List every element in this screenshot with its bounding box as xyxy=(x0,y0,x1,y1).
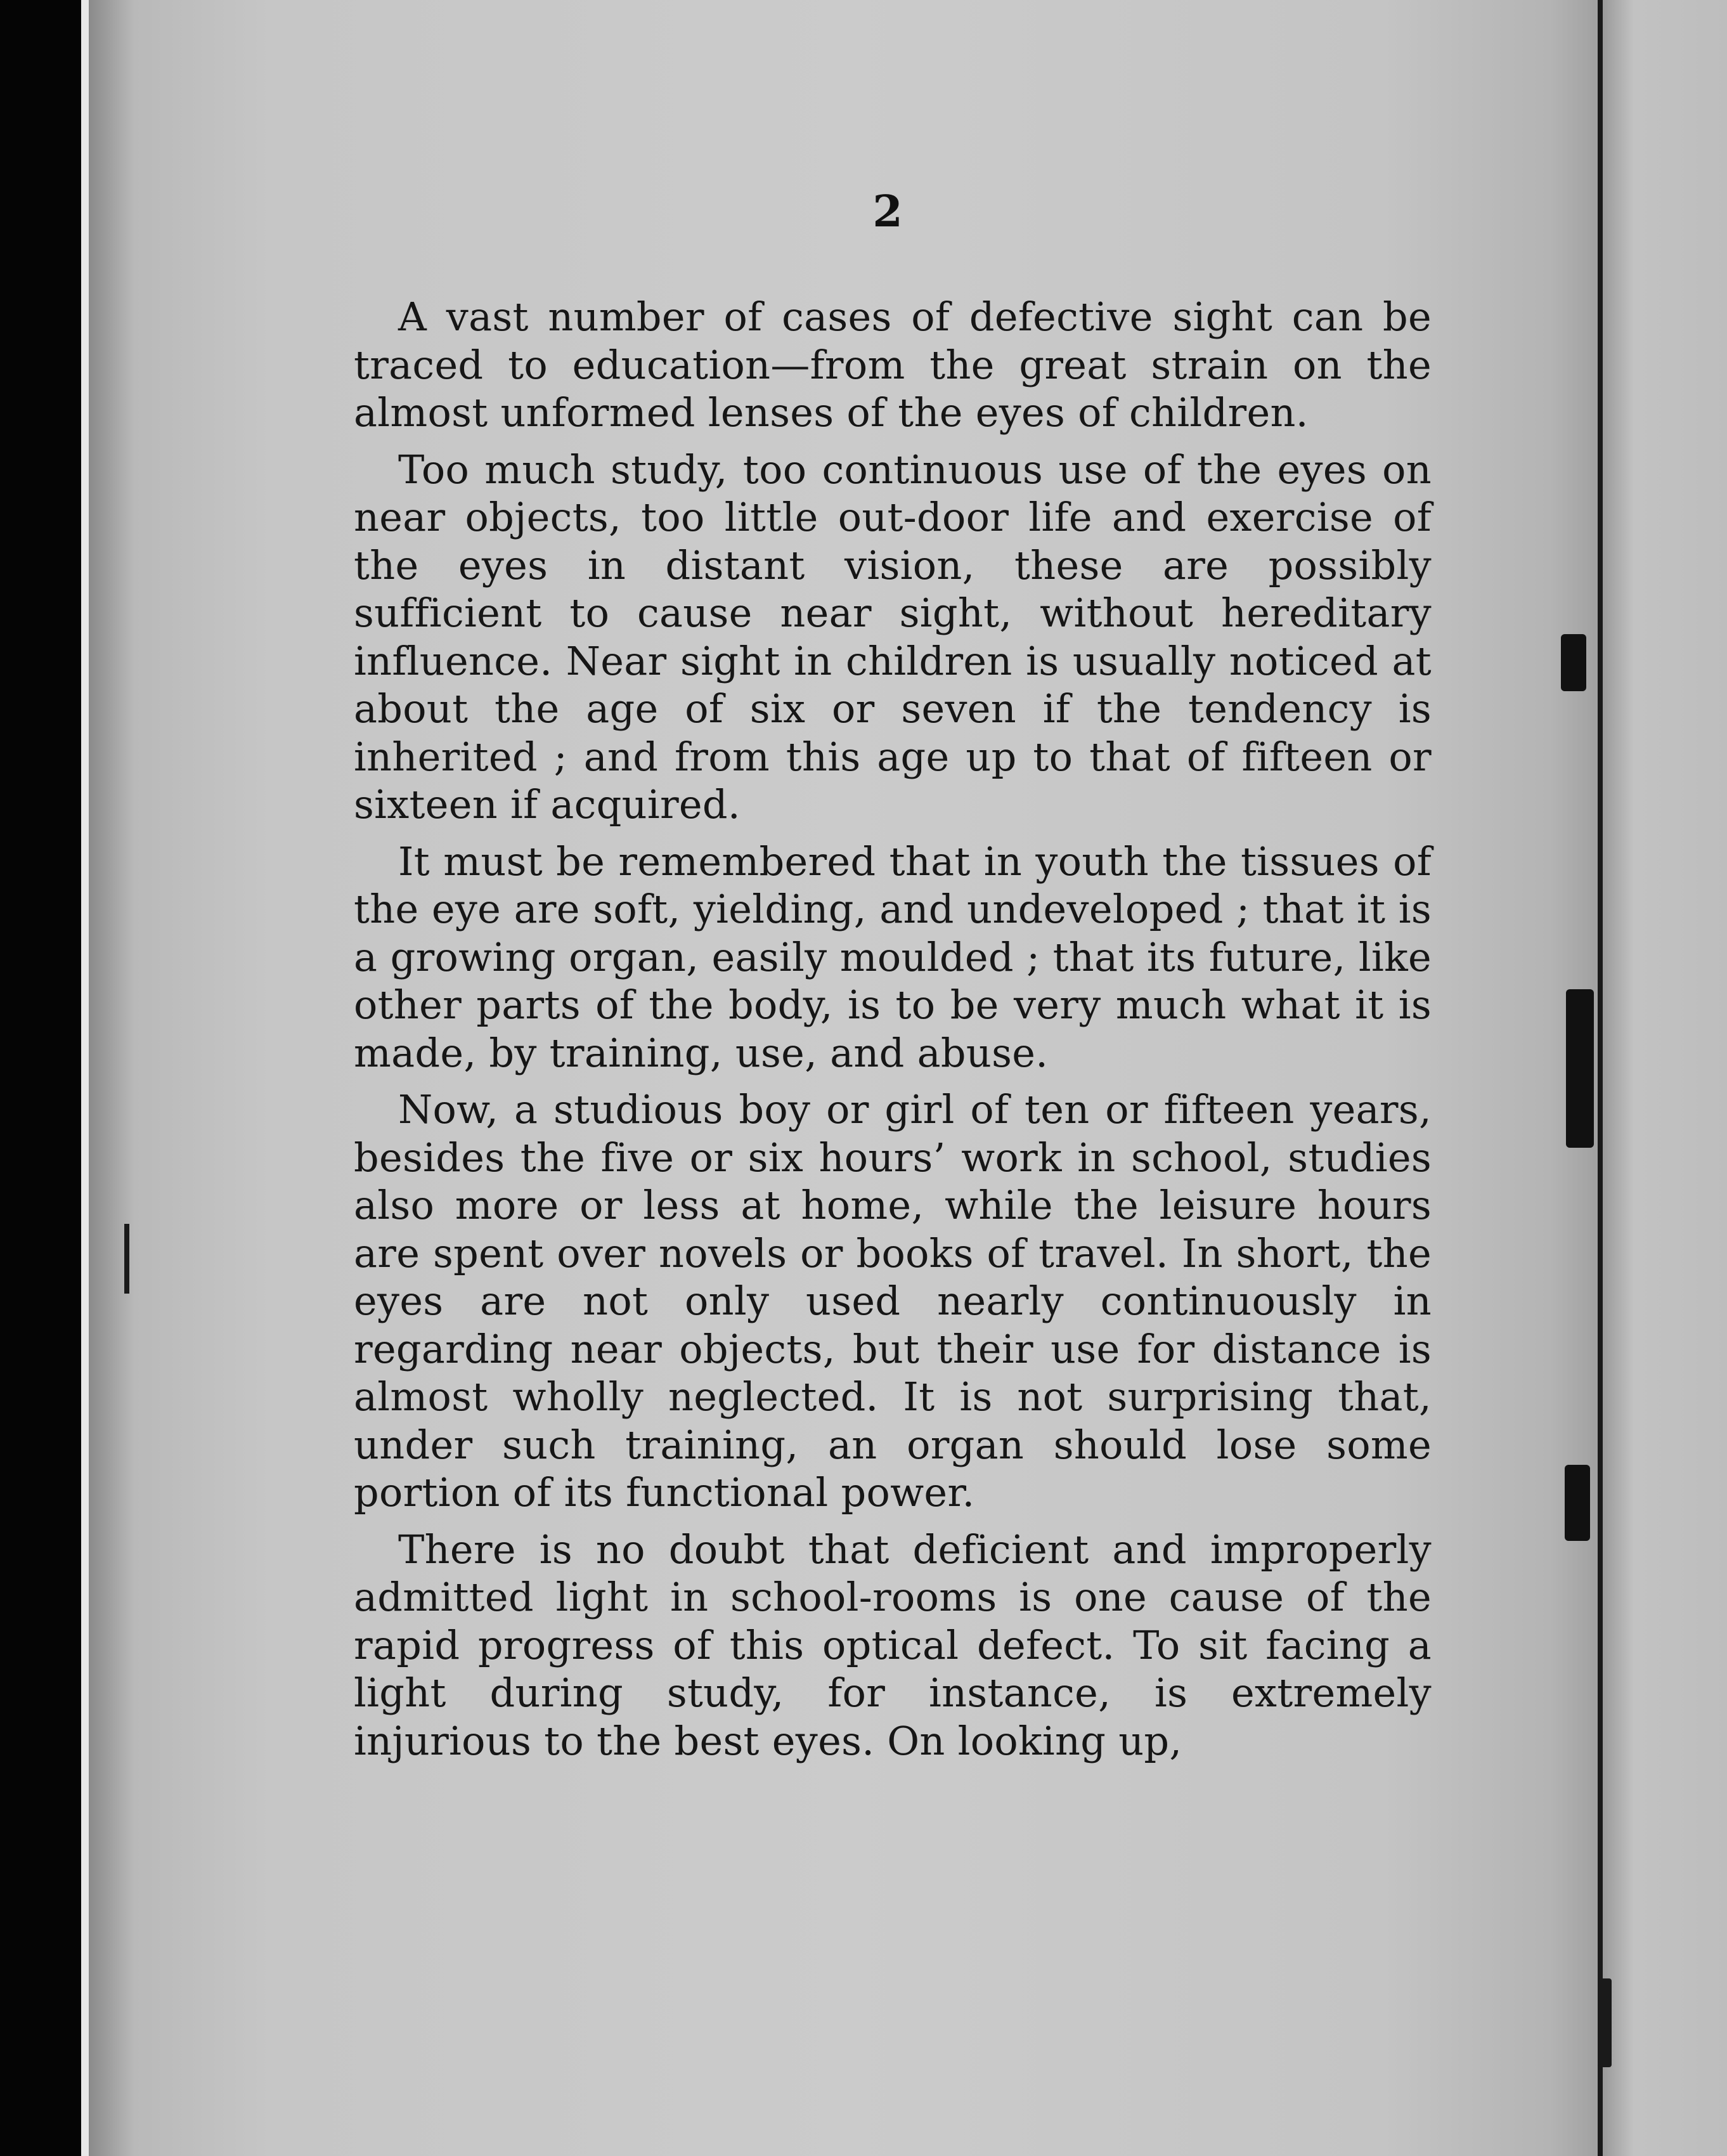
gutter-mark xyxy=(1598,1978,1612,2067)
paragraph: A vast number of cases of defective sight can be traced to education—from the great strain on the almost unformed lenses of the eyes of children. xyxy=(354,294,1432,436)
body-text xyxy=(354,293,1432,1774)
paragraph: It must be remembered that in youth the tissues of the eye are soft, yielding, and undeveloped ; that it is a growing organ, easily moulded ; that its future, like other parts of the body, is to be very much what it is made, by training, use, and abuse. xyxy=(354,838,1432,1076)
binding-gutter xyxy=(1598,0,1603,2156)
binding-tear-mark xyxy=(1565,1465,1590,1541)
paragraph: Now, a studious boy or girl of ten or fifteen years, besides the five or six hours’ work in school, studies also more or less at home, while the leisure hours are spent over novels or books of travel. In short, the eyes are not only used nearly continuously in regarding near objects, but their use for distance is almost wholly neglected. It is not surprising that, under such training, an organ should lose some portion of its functional power. xyxy=(354,1086,1432,1516)
paragraph: There is no doubt that deficient and improperly admitted light in school-rooms is one cause of the rapid progress of this optical defect. To sit facing a light during study, for instance, is extremely injurious to the best eyes. On looking up, xyxy=(354,1526,1432,1764)
binding-tear-mark xyxy=(1561,634,1586,691)
binding-tear-mark xyxy=(1566,989,1594,1148)
paragraph: Too much study, too continuous use of the eyes on near objects, too little out-door life and exercise of the eyes in distant vision, these are possibly sufficient to cause near sight, without hereditary influence. Near sight in children is usually noticed at about the age of six or seven if the tendency is inherited ; and from this age up to that of fifteen or sixteen if acquired. xyxy=(354,446,1432,828)
left-margin-mark xyxy=(124,1224,129,1294)
adjacent-page-edge xyxy=(1603,0,1727,2156)
page-number: 2 xyxy=(872,186,903,237)
